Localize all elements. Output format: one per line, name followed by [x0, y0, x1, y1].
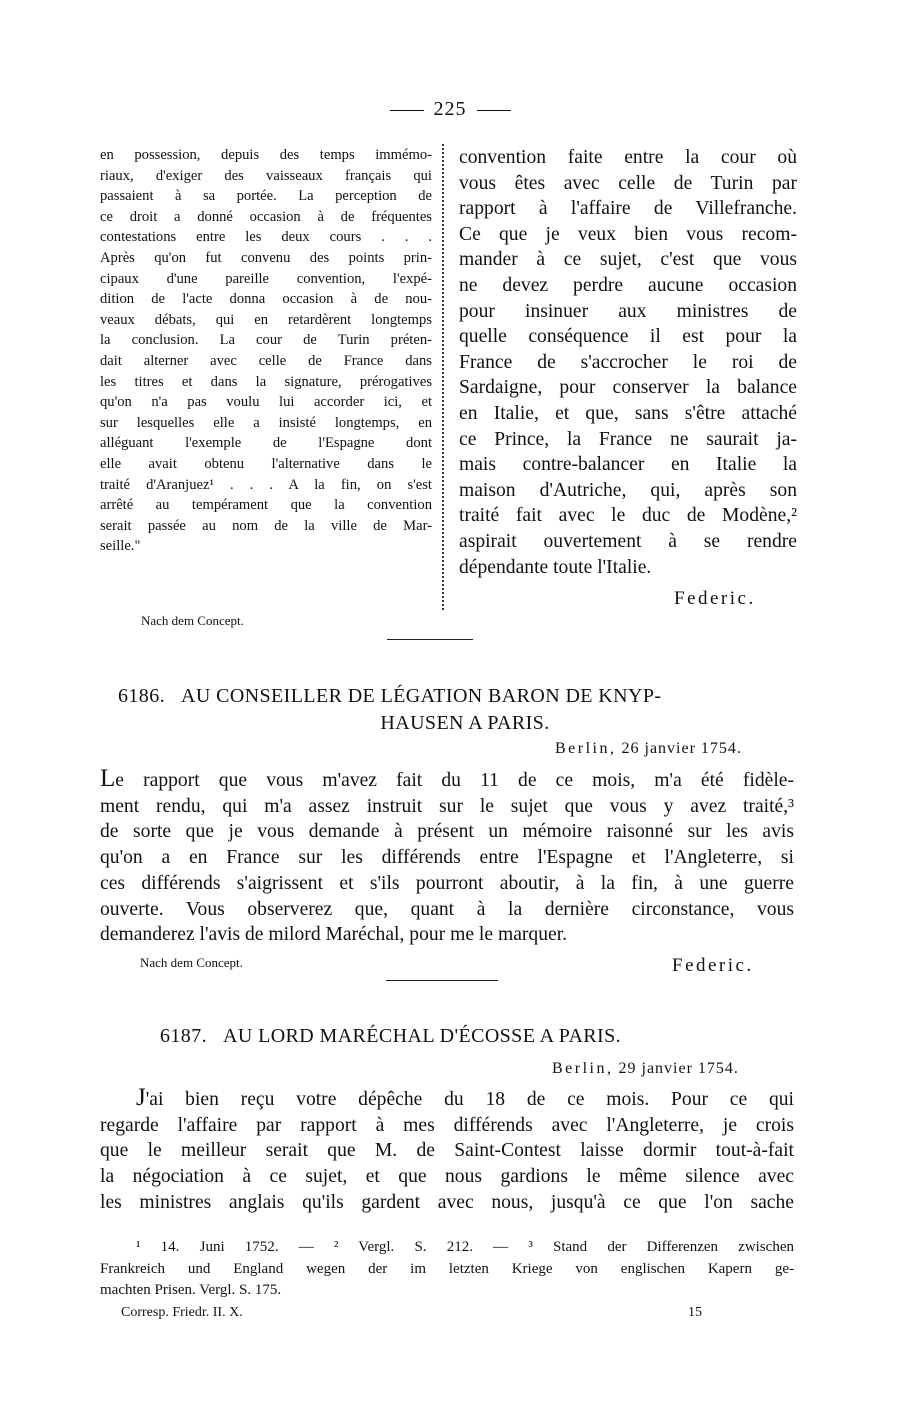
body-line: de sorte que je vous demande à présent un mémoire raisonné sur les avis: [100, 821, 794, 843]
right-line: dépendante toute l'Italie.: [459, 556, 652, 578]
right-line: maison d'Autriche, qui, après son: [459, 479, 797, 501]
page-number-text: 225: [433, 98, 467, 120]
left-line: veaux débats, qui en retardèrent longtemps: [100, 311, 432, 328]
section-rule: [387, 639, 473, 640]
left-line: qu'on n'a pas voulu lui accorder ici, et: [100, 394, 432, 411]
letter-body: [100, 766, 794, 948]
body-line: qu'on a en France sur les différends entre l'Espagne et l'Angleterre, si: [100, 847, 794, 869]
letter-number: 6186.: [118, 685, 165, 707]
source-note: Nach dem Concept.: [140, 955, 243, 970]
body-line: ces différends s'aigrissent et s'ils pourront aboutir, à la fin, à une guerre: [100, 872, 794, 894]
left-line: ce droit a donné occasion à de fréquentes: [100, 208, 432, 225]
left-line: contestations entre les deux cours . . .: [100, 229, 432, 246]
letter-number: 6187.: [160, 1025, 207, 1047]
right-line: rapport à l'affaire de Villefranche.: [459, 198, 797, 220]
drop-initial: L: [100, 765, 116, 792]
dateline-date: 26 janvier 1754.: [621, 740, 742, 757]
page-number-dash-right: [477, 110, 511, 111]
body-line: les ministres anglais qu'ils gardent avec nous, jusqu'à ce que l'on sache: [100, 1191, 794, 1213]
right-line: mais contre-balancer en Italie la: [459, 454, 797, 476]
right-line: Sardaigne, pour conserver la balance: [459, 377, 797, 399]
body-line: que le meilleur serait que M. de Saint-Contest laisse dormir tout-à-fait: [100, 1140, 794, 1162]
footnote-line: machten Prisen. Vergl. S. 175.: [100, 1282, 282, 1298]
dateline-date: 29 janvier 1754.: [618, 1060, 739, 1077]
left-line: passaient à sa portée. La perception de: [100, 188, 432, 205]
footer-signature-mark: Corresp. Friedr. II. X.: [121, 1305, 243, 1320]
left-line: elle avait obtenu l'alternative dans le: [100, 455, 432, 472]
body-line: demanderez l'avis de milord Maréchal, pour me le marquer.: [100, 924, 568, 946]
body-line: la négociation à ce sujet, et que nous gardions le même silence avec: [100, 1166, 794, 1188]
left-line: Après qu'on fut convenu des points prin-: [100, 249, 432, 266]
right-line: en Italie, et que, sans s'être attaché: [459, 402, 797, 424]
right-line: quelle conséquence il est pour la: [459, 326, 797, 348]
right-line: ne devez perdre aucune occasion: [459, 274, 797, 296]
left-line: sur lesquelles elle a insisté longtemps, en: [100, 414, 432, 431]
dateline-place: Berlin,: [555, 740, 617, 757]
dateline: [555, 740, 742, 758]
left-line: traité d'Aranjuez¹ . . . A la fin, on s'est: [100, 476, 432, 493]
right-line: convention faite entre la cour où: [459, 147, 797, 168]
letter-title: AU CONSEILLER DE LÉGATION BARON DE KNYP-: [181, 685, 662, 707]
body-line: regarde l'affaire par rapport à mes différends avec l'Angleterre, je crois: [100, 1114, 794, 1136]
body-line: ouverte. Vous observerez que, quant à la dernière circonstance, vous: [100, 898, 794, 920]
body-line: ment rendu, qui m'a assez instruit sur le sujet que vous y avez traité,³: [100, 795, 794, 817]
left-line: les titres et dans la signature, prérogatives: [100, 373, 432, 390]
right-line: traité fait avec le duc de Modène,²: [459, 505, 797, 527]
right-line: France de s'accrocher le roi de: [459, 351, 797, 373]
left-line: cipaux d'une pareille convention, l'expé-: [100, 270, 432, 287]
left-line: alléguant l'exemple de l'Espagne dont: [100, 435, 432, 452]
signature: Federic.: [672, 955, 754, 976]
left-line: arrêté au tempérament que la convention: [100, 497, 432, 514]
dateline-place: Berlin,: [552, 1060, 614, 1077]
page-number-dash-left: [390, 110, 424, 111]
letter-heading: [160, 1023, 830, 1050]
page-number: [0, 98, 900, 121]
section-rule: [386, 980, 498, 981]
dateline: [552, 1060, 739, 1078]
left-line: serait passée au nom de la ville de Mar-: [100, 517, 432, 534]
right-line: aspirait ouvertement à se rendre: [459, 530, 797, 552]
letter-heading: [118, 683, 788, 737]
footnote-line: ¹ 14. Juni 1752. — ² Vergl. S. 212. — ³ Stand der Differenzen zwischen: [136, 1239, 794, 1255]
right-line: Ce que je veux bien vous recom-: [459, 223, 797, 245]
body-line: e rapport que vous m'avez fait du 11 de ce mois, m'a été fidèle-: [115, 770, 794, 791]
left-line: riaux, d'exiger des vaisseaux français qui: [100, 167, 432, 184]
left-column-text: [100, 145, 432, 557]
footnotes: [100, 1237, 794, 1302]
footnote-line: Frankreich und England wegen der im letzten Kriege von englischen Kapern ge-: [100, 1260, 794, 1277]
body-line: 'ai bien reçu votre dépêche du 18 de ce mois. Pour ce qui: [145, 1089, 794, 1110]
right-line: mander à ce sujet, c'est que vous: [459, 249, 797, 271]
left-line: dait alterner avec celle de France dans: [100, 352, 432, 369]
right-column-text: [459, 145, 797, 580]
source-note: Nach dem Concept.: [141, 613, 244, 628]
right-line: vous êtes avec celle de Turin par: [459, 172, 797, 194]
column-divider: [442, 144, 444, 610]
letter-title-cont: HAUSEN A PARIS.: [380, 712, 550, 734]
right-line: ce Prince, la France ne saurait ja-: [459, 428, 797, 450]
letter-body: [100, 1085, 794, 1216]
drop-initial: J: [136, 1084, 146, 1111]
left-line: en possession, depuis des temps immémo-: [100, 147, 432, 163]
right-line: pour insinuer aux ministres de: [459, 300, 797, 322]
letter-title: AU LORD MARÉCHAL D'ÉCOSSE A PARIS.: [223, 1025, 622, 1047]
signature: Federic.: [674, 588, 756, 609]
footer-sheet-number: 15: [688, 1305, 702, 1320]
left-line: la conclusion. La cour de Turin préten-: [100, 332, 432, 349]
left-line: dition de l'acte donna occasion à de nou-: [100, 291, 432, 308]
left-line: seille.": [100, 538, 141, 555]
